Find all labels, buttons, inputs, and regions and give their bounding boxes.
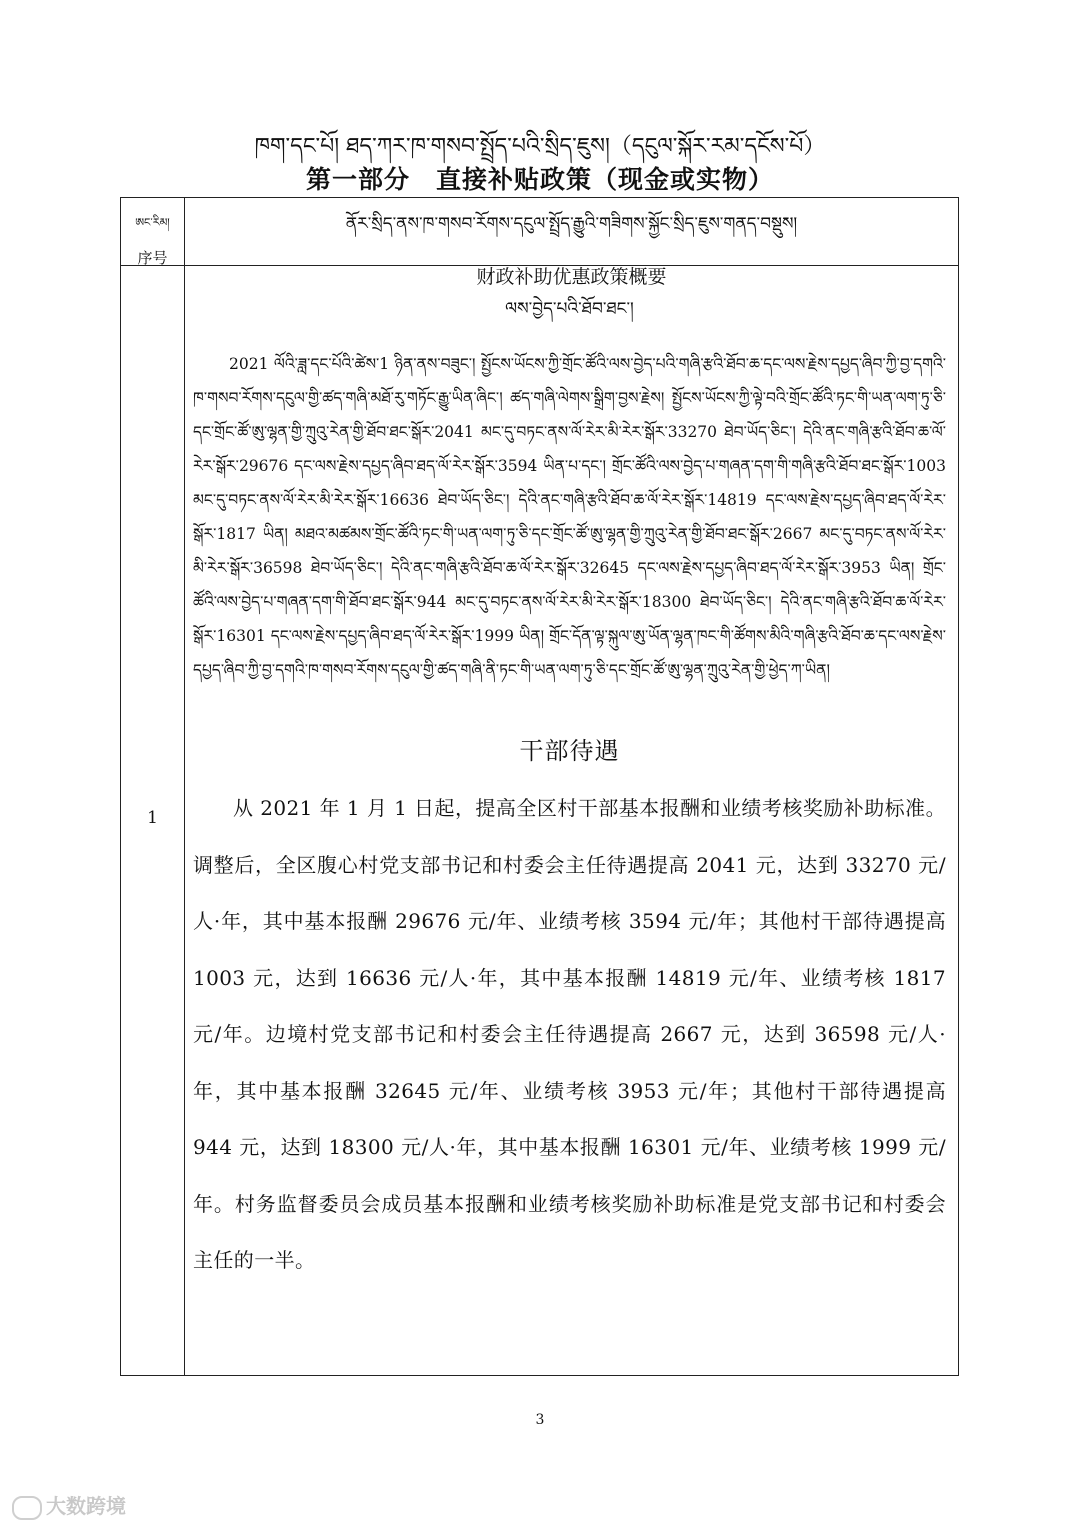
paragraph-chinese: 从 2021 年 1 月 1 日起，提高全区村干部基本报酬和业绩考核奖励补助标准。调整后，全区腹心村党支部书记和村委会主任待遇提高 2041 元，达到 33270 元/人·年，其中基本报酬 29676 元/年、业绩考核 3594 元/年；其他村干部待遇提高 1003 元，达到 16636 元/人·年，其中基本报酬 14819 元/年、业绩考核 1817 元/年。边境村党支部书记和村委会主任待遇提高 2667 元，达到 36598 元/人·年，其中基本报酬 32645 元/年、业绩考核 3953 元/年；其他村干部待遇提高 944 元，达到 18300 元/人·年，其中基本报酬 16301 元/年、业绩考核 1999 元/年。村务监督委员会成员基本报酬和业绩考核奖励补助标准是党支部书记和村委会主任的一半。 [193,796,947,1272]
section-heading-tibetan: ལས་བྱེད་པའི་ཐོབ་ཐང་། [505,299,634,319]
page-number: 3 [535,1412,545,1428]
paragraph-tibetan: 2021 ལོའི་ཟླ་དང་པོའི་ཚེས་1 ཉིན་ནས་བཟུང་། སྤྱོངས་ཡོངས་ཀྱི་གྲོང་ཚོའི་ལས་བྱེད་པའི་གཞི་རྩའི་ཐོབ་ཆ་དང་ལས་རྗེས་དཔྱད་ཞིབ་ཀྱི་བྱ་དགའི་ཁ་གསབ་རོགས་དངུལ་གྱི་ཚད་གཞི་མཐོ་རུ་གཏོང་རྒྱུ་ཡིན་ཞིང་། ཚད་གཞི་ལེགས་སྒྲིག་བྱས་རྗེས། སྤྱོངས་ཡོངས་ཀྱི་ལྟེ་བའི་གྲོང་ཚོའི་ཏང་གི་ཡན་ལག་ཏུ་ཅི་དང་གྲོང་ཚོ་ཨུ་ལྷན་གྱི་ཀྲུའུ་རེན་གྱི་ཐོབ་ཐང་སྒོར་2041 མང་དུ་བཏང་ནས་ལོ་རེར་མི་རེར་སྒོར་33270 ཐེབ་ཡོད་ཅིང་། དེའི་ནང་གཞི་རྩའི་ཐོབ་ཆ་ལོ་རེར་སྒོར་29676 དང་ལས་རྗེས་དཔྱད་ཞིབ་ཐད་ལོ་རེར་སྒོར་3594 ཡིན་པ་དང་། གྲོང་ཚོའི་ལས་བྱེད་པ་གཞན་དག་གི་གཞི་རྩའི་ཐོབ་ཐང་སྒོར་1003 མང་དུ་བཏང་ནས་ལོ་རེར་མི་རེར་སྒོར་16636 ཐེབ་ཡོད་ཅིང་། དེའི་ནང་གཞི་རྩའི་ཐོབ་ཆ་ལོ་རེར་སྒོར་14819 དང་ལས་རྗེས་དཔྱད་ཞིབ་ཐད་ལོ་རེར་སྒོར་1817 ཡིན། མཐའ་མཚམས་གྲོང་ཚོའི་ཏང་གི་ཡན་ལག་ཏུ་ཅི་དང་གྲོང་ཚོ་ཨུ་ལྷན་གྱི་ཀྲུའུ་རེན་གྱི་ཐོབ་ཐང་སྒོར་2667 མང་དུ་བཏང་ནས་ལོ་རེར་མི་རེར་སྒོར་36598 ཐེབ་ཡོད་ཅིང་། དེའི་ནང་གཞི་རྩའི་ཐོབ་ཆ་ལོ་རེར་སྒོར་32645 དང་ལས་རྗེས་དཔྱད་ཞིབ་ཐད་ལོ་རེར་སྒོར་3953 ཡིན། གྲོང་ཚོའི་ལས་བྱེད་པ་གཞན་དག་གི་ཐོབ་ཐང་སྒོར་944 མང་དུ་བཏང་ནས་ལོ་རེར་མི་རེར་སྒོར་18300 ཐེབ་ཡོད་ཅིང་། དེའི་ནང་གཞི་རྩའི་ཐོབ་ཆ་ལོ་རེར་སྒོར་16301 དང་ལས་རྗེས་དཔྱད་ཞིབ་ཐད་ལོ་རེར་སྒོར་1999 ཡིན། གྲོང་དོན་ལྟ་སྐུལ་ཨུ་ཡོན་ལྷན་ཁང་གི་ཚོགས་མིའི་གཞི་རྩའི་ཐོབ་ཆ་དང་ལས་རྗེས་དཔྱད་ཞིབ་ཀྱི་བྱ་དགའི་ཁ་གསབ་རོགས་དངུལ་གྱི་ཚད་གཞི་ནི་ཏང་གི་ཡན་ལག་ཏུ་ཅི་དང་གྲོང་ཚོ་ཨུ་ལྷན་ཀྲུའུ་རེན་གྱི་ཕྱེད་ཀ་ཡིན། [193,355,946,679]
section-heading-chinese: 干部待遇 [519,737,620,765]
watermark-logo-icon [12,1496,42,1520]
header-policy-summary [185,198,958,288]
policy-table [120,197,959,1376]
watermark [12,1490,126,1520]
header-serial-chinese: 序号 [137,249,168,267]
page-title-chinese: 第一部分 直接补贴政策（现金或实物） [305,165,774,194]
column-divider [184,198,185,1375]
watermark-text: 大数跨境 [46,1494,126,1518]
header-summary-tibetan: ནོར་སྲིད་ནས་ཁ་གསབ་རོགས་དངུལ་སྤྲོད་རྒྱུའི་གཟིགས་སྐྱོང་སྲིད་ཇུས་གནད་བསྡུས། [345,214,798,234]
header-serial-number [121,198,184,265]
row-number: 1 [147,808,158,828]
header-summary-chinese: 财政补助优惠政策概要 [476,266,667,288]
page-title-tibetan: ཁག་དང་པོ། ཐད་ཀར་ཁ་གསབ་སྤྲོད་པའི་སྲིད་ཇུས།（དངུལ་སྐོར་རམ་དངོས་པོ） [254,134,826,159]
header-serial-tibetan: ཨང་རིམ། [135,216,170,229]
row-content [193,265,946,1289]
